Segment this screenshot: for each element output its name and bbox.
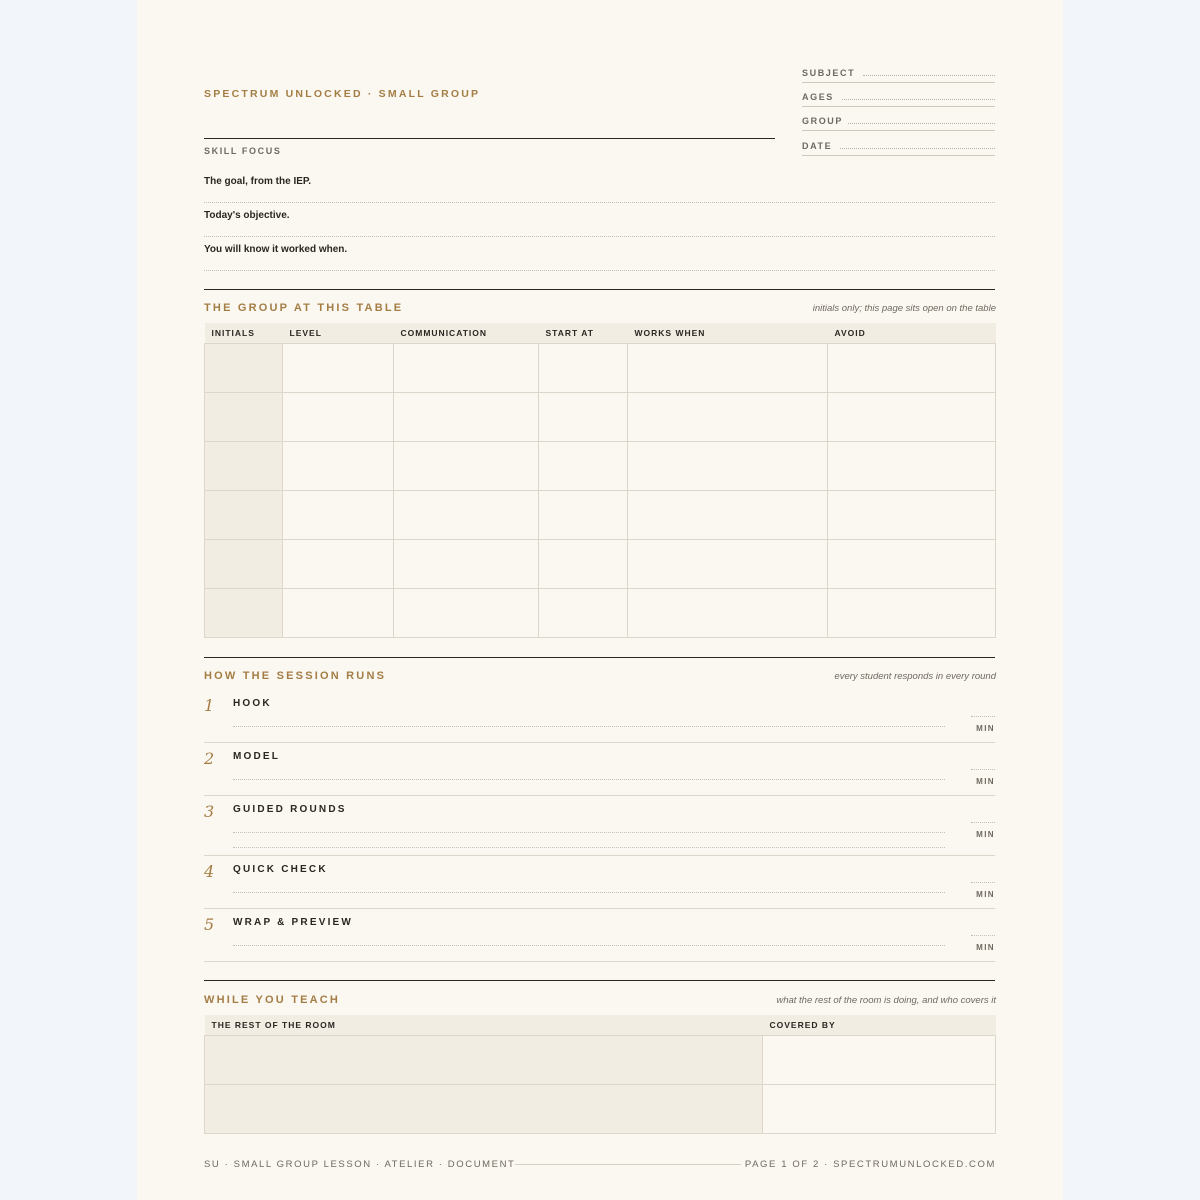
step-number: 5 bbox=[204, 915, 215, 934]
section-rule bbox=[204, 980, 995, 981]
meta-label-subject: SUBJECT bbox=[802, 68, 856, 78]
table-cell[interactable] bbox=[763, 1085, 996, 1134]
session-step bbox=[204, 690, 995, 743]
table-row bbox=[205, 442, 996, 491]
step-minutes-field[interactable] bbox=[971, 716, 995, 717]
table-cell[interactable] bbox=[283, 540, 394, 589]
step-title: MODEL bbox=[233, 751, 281, 762]
table-cell[interactable] bbox=[394, 442, 539, 491]
meta-dots bbox=[863, 75, 995, 76]
table-cell[interactable] bbox=[539, 442, 628, 491]
skill-line-goal: The goal, from the IEP. bbox=[204, 176, 312, 187]
group-table-header bbox=[205, 323, 996, 344]
meta-dots bbox=[840, 148, 995, 149]
footer-right: PAGE 1 OF 2 · SPECTRUMUNLOCKED.COM bbox=[744, 1159, 996, 1170]
table-row bbox=[205, 491, 996, 540]
step-number: 4 bbox=[204, 862, 215, 881]
table-cell[interactable] bbox=[763, 1036, 996, 1085]
table-cell[interactable] bbox=[828, 540, 996, 589]
step-notes-line[interactable] bbox=[233, 779, 945, 780]
table-row bbox=[205, 393, 996, 442]
table-cell[interactable] bbox=[539, 491, 628, 540]
group-table-title: THE GROUP AT THIS TABLE bbox=[204, 302, 404, 314]
section-rule bbox=[204, 657, 995, 658]
table-cell[interactable] bbox=[205, 344, 283, 393]
table-cell[interactable] bbox=[205, 1085, 763, 1134]
step-minutes-field[interactable] bbox=[971, 882, 995, 883]
table-row bbox=[205, 1085, 996, 1134]
table-row bbox=[205, 589, 996, 638]
table-cell[interactable] bbox=[205, 1036, 763, 1085]
step-title: WRAP & PREVIEW bbox=[233, 917, 354, 928]
col-header-covered-by: COVERED BY bbox=[763, 1015, 996, 1036]
step-min-label: MIN bbox=[976, 830, 995, 839]
col-header-avoid: AVOID bbox=[828, 323, 996, 344]
step-number: 3 bbox=[204, 802, 215, 821]
meta-dots bbox=[848, 123, 995, 124]
brand-title: SPECTRUM UNLOCKED · SMALL GROUP bbox=[204, 88, 481, 100]
session-step bbox=[204, 743, 995, 796]
session-step bbox=[204, 856, 995, 909]
section-rule bbox=[204, 289, 995, 290]
group-table bbox=[204, 323, 996, 638]
step-min-label: MIN bbox=[976, 890, 995, 899]
col-header-communication: COMMUNICATION bbox=[394, 323, 539, 344]
col-header-level: LEVEL bbox=[283, 323, 394, 344]
table-cell[interactable] bbox=[828, 491, 996, 540]
meta-field-date[interactable] bbox=[802, 139, 995, 157]
table-row bbox=[205, 344, 996, 393]
table-cell[interactable] bbox=[394, 589, 539, 638]
while-teach-table bbox=[204, 1015, 996, 1134]
table-cell[interactable] bbox=[628, 442, 828, 491]
step-min-label: MIN bbox=[976, 943, 995, 952]
lesson-plan-page bbox=[137, 0, 1063, 1200]
table-cell[interactable] bbox=[283, 491, 394, 540]
group-table-note: initials only; this page sits open on the table bbox=[812, 303, 996, 314]
meta-field-group[interactable] bbox=[802, 114, 995, 132]
skill-line-objective-field[interactable] bbox=[204, 236, 995, 237]
session-steps bbox=[204, 690, 995, 965]
table-row bbox=[205, 1036, 996, 1085]
footer-rule bbox=[515, 1164, 741, 1165]
meta-rule bbox=[802, 155, 995, 156]
step-notes-line[interactable] bbox=[233, 832, 945, 833]
while-teach-title: WHILE YOU TEACH bbox=[204, 994, 341, 1006]
session-step bbox=[204, 909, 995, 962]
step-minutes-field[interactable] bbox=[971, 769, 995, 770]
session-title: HOW THE SESSION RUNS bbox=[204, 670, 387, 682]
table-cell[interactable] bbox=[394, 344, 539, 393]
table-cell[interactable] bbox=[205, 491, 283, 540]
step-separator bbox=[204, 961, 995, 962]
col-header-rest-of-room: THE REST OF THE ROOM bbox=[205, 1015, 763, 1036]
col-header-start-at: START AT bbox=[539, 323, 628, 344]
col-header-initials: INITIALS bbox=[205, 323, 283, 344]
step-minutes-field[interactable] bbox=[971, 822, 995, 823]
meta-field-subject[interactable] bbox=[802, 66, 995, 84]
table-cell[interactable] bbox=[828, 393, 996, 442]
step-title: QUICK CHECK bbox=[233, 864, 328, 875]
table-cell[interactable] bbox=[283, 344, 394, 393]
skill-line-success-field[interactable] bbox=[204, 270, 995, 271]
table-cell[interactable] bbox=[394, 393, 539, 442]
skill-focus-label: SKILL FOCUS bbox=[204, 146, 282, 156]
table-cell[interactable] bbox=[539, 540, 628, 589]
skill-line-success: You will know it worked when. bbox=[204, 244, 348, 255]
while-teach-note: what the rest of the room is doing, and who covers it bbox=[776, 995, 996, 1006]
table-cell[interactable] bbox=[628, 344, 828, 393]
table-cell[interactable] bbox=[283, 393, 394, 442]
col-header-works-when: WORKS WHEN bbox=[628, 323, 828, 344]
session-note: every student responds in every round bbox=[834, 671, 996, 682]
table-cell[interactable] bbox=[205, 442, 283, 491]
step-number: 2 bbox=[204, 749, 215, 768]
step-notes-line[interactable] bbox=[233, 847, 945, 848]
table-cell[interactable] bbox=[394, 491, 539, 540]
table-cell[interactable] bbox=[283, 589, 394, 638]
table-cell[interactable] bbox=[205, 589, 283, 638]
table-cell[interactable] bbox=[539, 589, 628, 638]
step-title: HOOK bbox=[233, 698, 272, 709]
table-cell[interactable] bbox=[628, 540, 828, 589]
table-cell[interactable] bbox=[394, 540, 539, 589]
table-cell[interactable] bbox=[539, 344, 628, 393]
step-min-label: MIN bbox=[976, 777, 995, 786]
table-cell[interactable] bbox=[539, 393, 628, 442]
table-cell[interactable] bbox=[205, 393, 283, 442]
table-cell[interactable] bbox=[828, 344, 996, 393]
footer-left: SU · SMALL GROUP LESSON · ATELIER · DOCUMENT bbox=[204, 1159, 516, 1170]
skill-line-objective: Today's objective. bbox=[204, 210, 290, 221]
table-row bbox=[205, 540, 996, 589]
step-minutes-field[interactable] bbox=[971, 935, 995, 936]
step-min-label: MIN bbox=[976, 724, 995, 733]
meta-label-date: DATE bbox=[802, 141, 833, 151]
meta-dots bbox=[842, 99, 995, 100]
meta-rule bbox=[802, 106, 995, 107]
meta-field-ages[interactable] bbox=[802, 90, 995, 108]
session-step bbox=[204, 796, 995, 856]
skill-line-goal-field[interactable] bbox=[204, 202, 995, 203]
table-cell[interactable] bbox=[828, 589, 996, 638]
table-cell[interactable] bbox=[205, 540, 283, 589]
while-teach-header bbox=[205, 1015, 996, 1036]
table-cell[interactable] bbox=[628, 589, 828, 638]
meta-label-ages: AGES bbox=[802, 92, 834, 102]
step-notes-line[interactable] bbox=[233, 945, 945, 946]
table-cell[interactable] bbox=[283, 442, 394, 491]
meta-rule bbox=[802, 130, 995, 131]
meta-rule bbox=[802, 82, 995, 83]
table-cell[interactable] bbox=[628, 393, 828, 442]
lesson-title-line[interactable] bbox=[204, 138, 775, 139]
meta-label-group: GROUP bbox=[802, 116, 844, 126]
table-cell[interactable] bbox=[828, 442, 996, 491]
step-notes-line[interactable] bbox=[233, 892, 945, 893]
step-number: 1 bbox=[204, 696, 215, 715]
step-title: GUIDED ROUNDS bbox=[233, 804, 347, 815]
step-notes-line[interactable] bbox=[233, 726, 945, 727]
table-cell[interactable] bbox=[628, 491, 828, 540]
